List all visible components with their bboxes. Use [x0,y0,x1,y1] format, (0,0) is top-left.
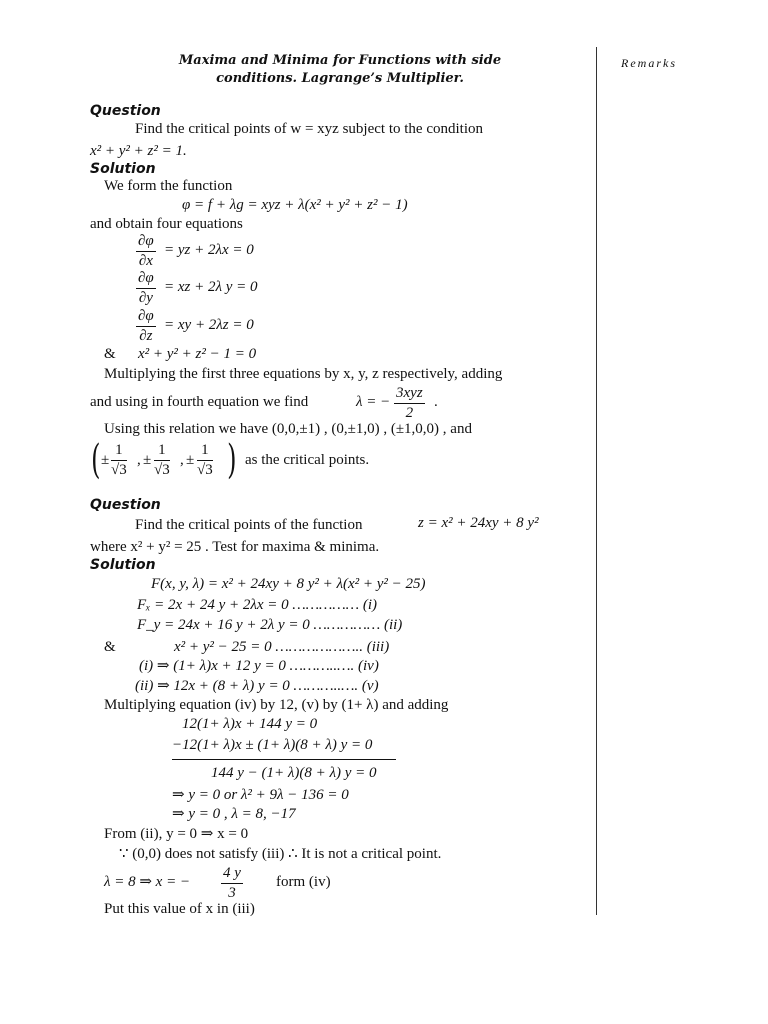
solution-text: From (ii), y = 0 ⇒ x = 0 [104,826,249,842]
partial-fraction [136,234,156,269]
equation-v: (ii) ⇒ 12x + (8 + λ) y = 0 ………..…. (v) [135,678,379,694]
fraction-denominator: 3 [228,885,236,901]
solution-text: Using this relation we have (0,0,±1) , (0,±1,0) , (±1,0,0) , and [104,421,472,437]
equation-ii: F_y = 24x + 16 y + 2λ y = 0 …………… (ii) [137,617,403,633]
solution-text: and obtain four equations [90,216,243,232]
equation-iv: (i) ⇒ (1+ λ)x + 12 y = 0 ………..…. (iv) [139,658,379,674]
equation-4: x² + y² + z² − 1 = 0 [138,346,257,362]
right-parenthesis: ) [227,437,237,483]
comma: , [180,452,184,468]
solution-text: and using in fourth equation we find [90,394,309,410]
partial-denominator: ∂x [138,253,153,269]
lambda-denominator: 2 [405,405,414,421]
equation-line: ⇒ y = 0 , λ = 8, −17 [172,806,296,822]
function-equation: z = x² + 24xy + 8 y² [418,515,539,531]
question-heading: Question [90,497,161,513]
equation-3: = xy + 2λz = 0 [164,317,254,333]
function-definition: F(x, y, λ) = x² + 24xy + 8 y² + λ(x² + y² − 25) [151,576,426,592]
question-text: Find the critical points of the function [135,517,363,533]
margin-divider [596,47,597,915]
solution-text: as the critical points. [245,452,370,468]
equation-line: −12(1+ λ)x ± (1+ λ)(8 + λ) y = 0 [172,737,373,753]
partial-denominator: ∂y [138,290,153,306]
fraction-numerator: 4 y [221,866,243,884]
solution-text: ∵ (0,0) does not satisfy (iii) ∴ It is not a critical point. [119,846,442,862]
question-heading: Question [90,103,161,119]
period: . [434,394,438,410]
equation-line: 144 y − (1+ λ)(8 + λ) y = 0 [211,765,377,781]
plus-minus: ± [186,452,195,468]
title-line-2: conditions. Lagrange’s Multiplier. [216,71,464,86]
lambda-lhs: λ = − [356,394,391,410]
partial-denominator: ∂z [139,328,153,344]
partial-fraction [136,271,156,306]
fraction-numerator: 1 [197,443,213,461]
ampersand: & [104,639,116,655]
fraction-denominator: √3 [111,462,127,478]
solution-heading: Solution [90,161,156,177]
lambda-fraction [394,386,425,421]
partial-numerator: ∂φ [136,309,156,327]
remarks-label: Remarks [621,56,677,70]
question-text: where x² + y² = 25 . Test for maxima & minima. [90,539,380,555]
title-line-1: Maxima and Minima for Functions with side [178,53,502,68]
equation-iii: x² + y² − 25 = 0 ……………….. (iii) [174,639,390,655]
solution-heading: Solution [90,557,156,573]
sqrt-fraction [197,443,213,478]
lambda-numerator: 3xyz [394,386,425,404]
sum-rule [172,759,396,760]
solution-text: Multiplying the first three equations by x, y, z respectively, adding [104,366,503,382]
ampersand: & [104,346,116,362]
left-parenthesis: ( [91,437,101,483]
condition-equation: x² + y² + z² = 1. [90,143,187,159]
partial-fraction [136,309,156,344]
phi-equation: φ = f + λg = xyz + λ(x² + y² + z² − 1) [182,197,408,213]
solution-text: Multiplying equation (iv) by 12, (v) by (1+ λ) and adding [104,697,449,713]
solution-text: Put this value of x in (iii) [104,901,255,917]
equation-line: ⇒ y = 0 or λ² + 9λ − 136 = 0 [172,787,349,803]
equation-2: = xz + 2λ y = 0 [164,279,258,295]
x-fraction [221,866,243,901]
equation-i: Fₓ = 2x + 24 y + 2λx = 0 …………… (i) [137,597,377,613]
sqrt-fraction [154,443,170,478]
plus-minus: ± [143,452,152,468]
fraction-numerator: 1 [111,443,127,461]
equation-line: 12(1+ λ)x + 144 y = 0 [182,716,318,732]
plus-minus: ± [101,452,110,468]
question-text: Find the critical points of w = xyz subject to the condition [135,121,483,137]
comma: , [137,452,141,468]
solution-text: form (iv) [276,874,331,890]
partial-numerator: ∂φ [136,234,156,252]
partial-numerator: ∂φ [136,271,156,289]
fraction-denominator: √3 [154,462,170,478]
lambda-eight: λ = 8 ⇒ x = − [104,874,191,890]
fraction-denominator: √3 [197,462,213,478]
fraction-numerator: 1 [154,443,170,461]
equation-1: = yz + 2λx = 0 [164,242,254,258]
solution-text: We form the function [104,178,233,194]
sqrt-fraction [111,443,127,478]
